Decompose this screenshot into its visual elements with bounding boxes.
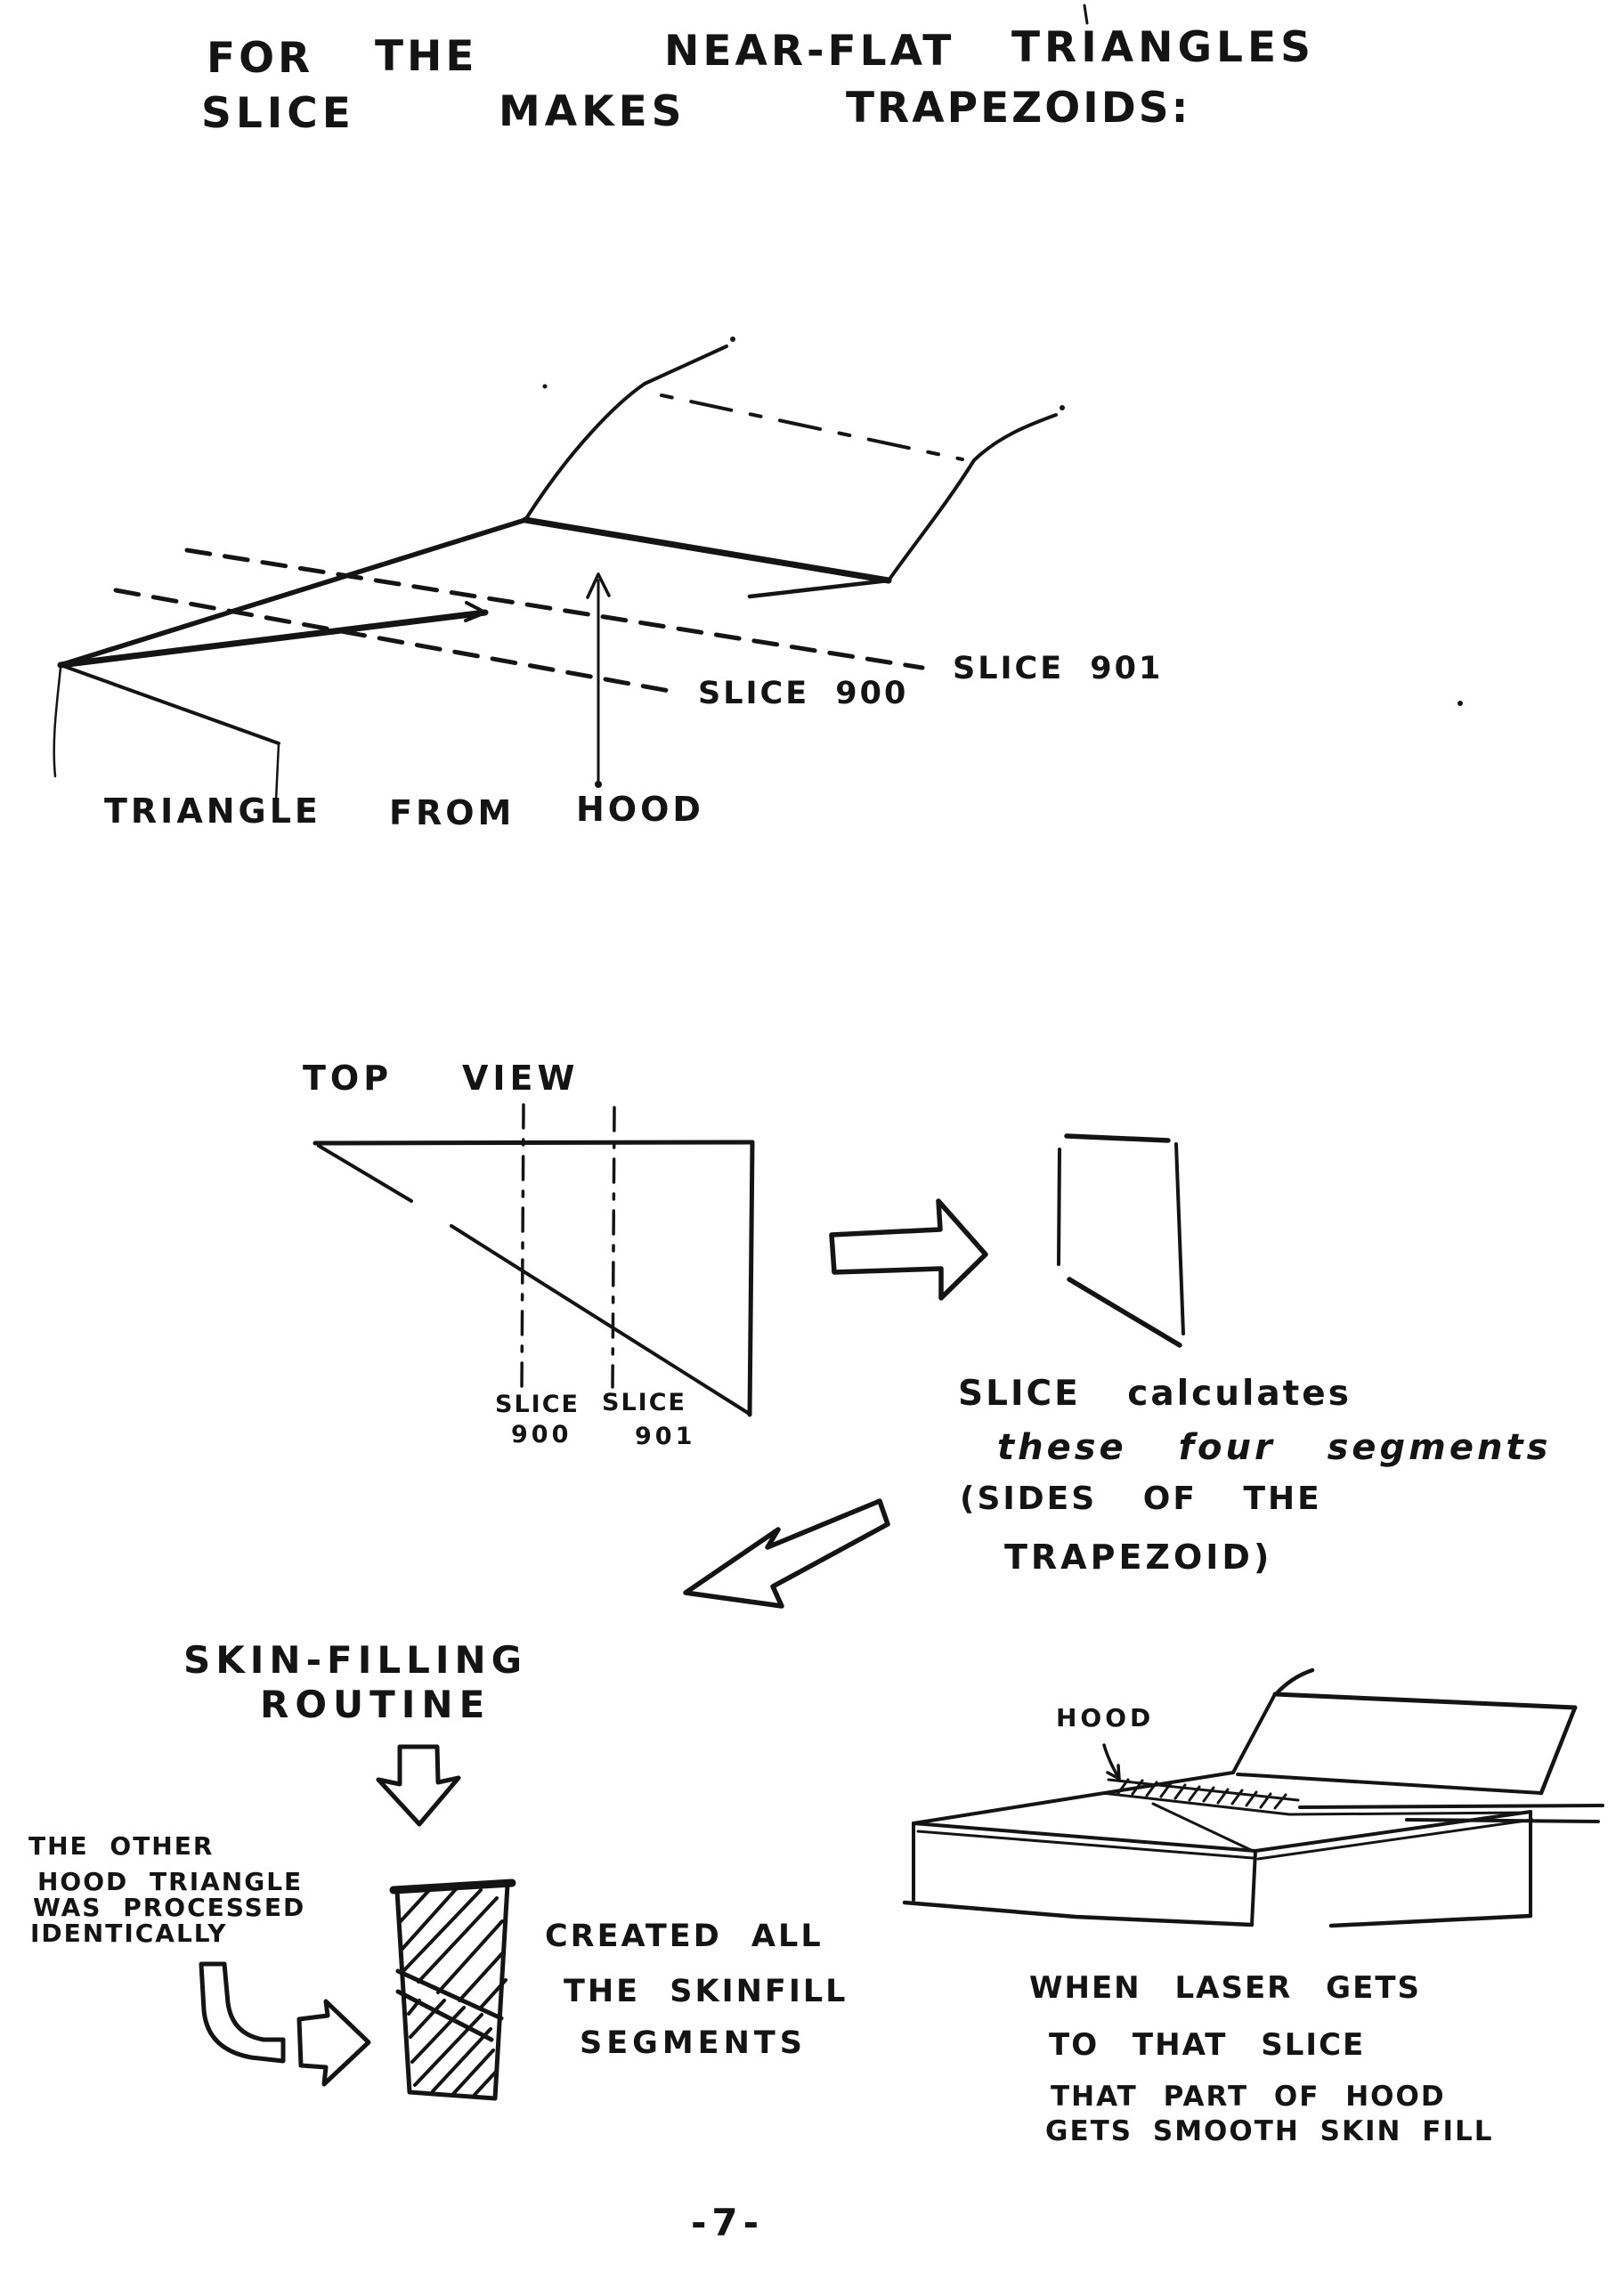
slice-901-plane [613, 1108, 614, 1387]
front-edge [61, 665, 279, 743]
other-triangle-note-line: HOOD TRIANGLE [37, 1867, 304, 1896]
hypotenuse-b [451, 1226, 748, 1416]
title-word: TRIANGLES [1011, 23, 1315, 72]
skin-filling-line: SKIN-FILLING [183, 1638, 528, 1682]
top-view-title-word: TOP [303, 1059, 394, 1098]
slice-900-dashed-line [116, 590, 674, 692]
top-face-right-edge [1255, 1812, 1531, 1851]
caption-word: FROM [389, 793, 516, 832]
top-view-title-word: VIEW [462, 1059, 580, 1098]
lid-tab [1276, 1670, 1312, 1694]
slice-note-line: SLICE calculates [958, 1374, 1352, 1414]
title-word: FOR [207, 34, 314, 83]
lid-top-edge [1275, 1694, 1575, 1708]
tv-slice900-word: SLICE [495, 1391, 580, 1418]
laser-note-line: THAT PART OF HOOD [1051, 2081, 1446, 2113]
fold-line-right [1289, 1813, 1531, 1814]
tv-slice901-word: SLICE [602, 1389, 686, 1416]
surface-back-edge [525, 520, 889, 580]
lid-bottom-edge [1238, 1774, 1541, 1793]
hypotenuse-a [319, 1146, 411, 1201]
bent-arrow [201, 1964, 369, 2084]
title-word: TRAPEZOIDS: [846, 84, 1191, 133]
created-note-line: CREATED ALL [545, 1919, 824, 1954]
down-block-arrow [378, 1747, 459, 1824]
hidden-fold-dashdot [662, 395, 962, 459]
bottom-right-edge [1331, 1916, 1531, 1926]
created-note-line: THE SKINFILL [564, 1974, 849, 2009]
created-note-line: SEGMENTS [580, 2025, 807, 2061]
caption-word: HOOD [576, 790, 704, 829]
tv-slice900-num: 900 [511, 1421, 572, 1448]
top-view-sketch [315, 1105, 752, 1418]
bottom-front-edge [905, 1903, 1252, 1925]
lid-right-edge [1541, 1708, 1575, 1793]
downleft-block-arrow [686, 1501, 888, 1606]
top-flap-edge [525, 346, 727, 520]
right-block-arrow [832, 1201, 986, 1298]
slice-note-line: TRAPEZOID) [1004, 1538, 1273, 1577]
vat-hood-sketch [905, 1670, 1603, 1926]
title-word: SLICE [201, 89, 355, 138]
title-word: THE [375, 32, 478, 81]
skin-filling-line: ROUTINE [260, 1683, 491, 1726]
triangle-3d-sketch [54, 337, 1065, 800]
other-triangle-note-line: THE OTHER [28, 1831, 215, 1861]
right-flap-edge [889, 415, 1056, 580]
tv-slice901-num: 901 [635, 1423, 696, 1450]
fold-line-left [914, 1793, 1102, 1823]
title-word: NEAR-FLAT [664, 27, 955, 76]
page-number: -7- [691, 2201, 765, 2244]
slice-901-label: SLICE 901 [953, 651, 1164, 686]
front-corner [1252, 1851, 1255, 1925]
laser-note-line: TO THAT SLICE [1049, 2027, 1366, 2063]
right-edge [750, 1142, 752, 1415]
title-word: MAKES [499, 87, 686, 136]
caption-word: TRIANGLE [104, 791, 321, 831]
slice-900-label: SLICE 900 [698, 676, 909, 711]
slice-900-plane [522, 1105, 524, 1389]
slice-note-line: (SIDES OF THE [960, 1481, 1322, 1517]
laser-note-line: WHEN LASER GETS [1029, 1970, 1421, 2006]
slice-note-line: these four segments [997, 1427, 1552, 1468]
other-triangle-note-line: IDENTICALLY [30, 1919, 228, 1948]
trapezoid-sketch [1059, 1136, 1183, 1345]
hood-pointer-arrow [1104, 1745, 1119, 1779]
other-triangle-note-line: WAS PROCESSED [33, 1893, 306, 1922]
hatched-skinfill-rect [394, 1883, 512, 2098]
hood-label: HOOD [1056, 1703, 1155, 1732]
lid-left-edge [1233, 1694, 1275, 1773]
laser-note-line: GETS SMOOTH SKIN FILL [1045, 2115, 1494, 2147]
top-edge [315, 1142, 752, 1143]
far-corner-stroke [750, 580, 889, 596]
